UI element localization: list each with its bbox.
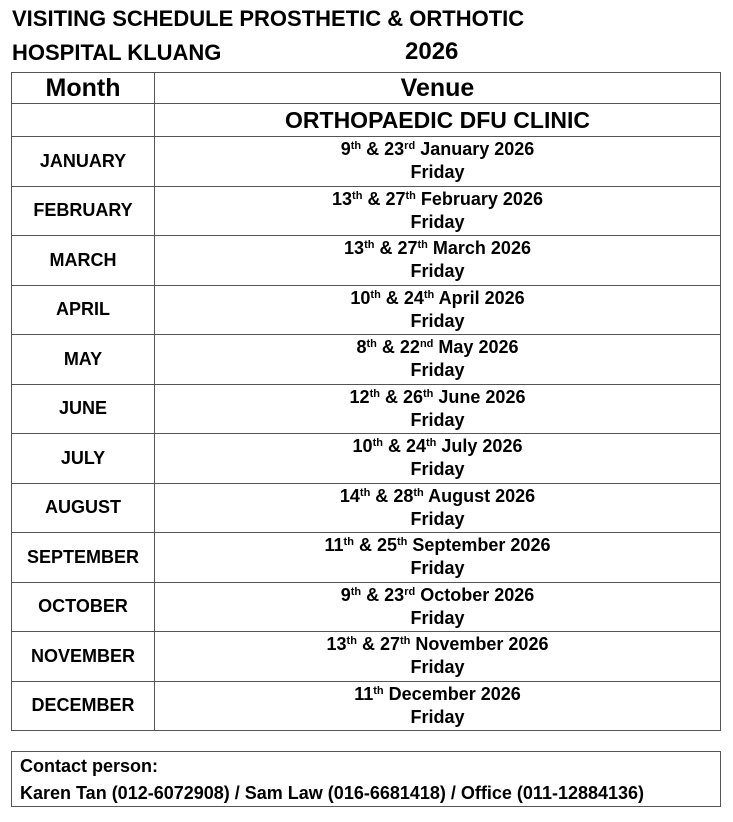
first-date-suffix: th [364, 239, 375, 252]
contact-details: Karen Tan (012-6072908) / Sam Law (016-6681418) / Office (011-12884136) [20, 783, 645, 803]
visit-weekday: Friday [410, 508, 465, 529]
first-date-number: 9 [340, 139, 351, 160]
month-cell: JULY [12, 434, 155, 484]
second-date-number: 27 [385, 188, 406, 209]
table-header-row [12, 73, 721, 104]
visit-month-year: August 2026 [428, 485, 536, 506]
month-cell: AUGUST [12, 483, 155, 533]
visit-weekday: Friday [410, 409, 465, 430]
visit-weekday: Friday [410, 261, 465, 282]
month-cell: SEPTEMBER [12, 533, 155, 583]
visit-dates: 10th & 24th April 2026 [350, 287, 525, 308]
month-cell: DECEMBER [12, 681, 155, 731]
visit-month-year: October 2026 [420, 584, 535, 605]
first-date-number: 10 [350, 287, 371, 308]
first-date-suffix: th [343, 536, 354, 549]
visit-weekday: Friday [410, 657, 465, 678]
venue-cell [155, 483, 721, 533]
month-cell: MAY [12, 335, 155, 385]
first-date-suffix: th [346, 635, 357, 648]
venue-cell [155, 384, 721, 434]
second-date-suffix: th [417, 239, 428, 252]
table-row [12, 285, 721, 335]
clinic-name: ORTHOPAEDIC DFU CLINIC [155, 104, 721, 137]
visit-dates: 14th & 28th August 2026 [339, 485, 536, 506]
first-date-number: 10 [352, 436, 373, 457]
title-line-1: VISITING SCHEDULE PROSTHETIC & ORTHOTIC [12, 6, 525, 31]
month-cell: OCTOBER [12, 582, 155, 632]
visit-weekday: Friday [410, 360, 465, 381]
visit-weekday: Friday [410, 459, 465, 480]
venue-cell [155, 186, 721, 236]
table-row [12, 483, 721, 533]
second-date-suffix: th [413, 486, 424, 499]
second-date-number: 27 [397, 238, 418, 259]
visit-dates: 9th & 23rd January 2026 [340, 139, 535, 160]
first-date-number: 12 [349, 386, 370, 407]
second-date-number: 28 [393, 485, 414, 506]
table-row [12, 384, 721, 434]
venue-cell [155, 582, 721, 632]
contact-label: Contact person: [20, 756, 159, 776]
second-date-number: 22 [399, 337, 420, 358]
second-date-number: 23 [384, 139, 405, 160]
table-row [12, 582, 721, 632]
contact-box [11, 751, 721, 807]
visit-dates: 12th & 26th June 2026 [349, 386, 526, 407]
month-cell: JUNE [12, 384, 155, 434]
first-date-suffix: th [370, 288, 381, 301]
first-date-suffix: th [373, 684, 384, 697]
visit-month-year: September 2026 [412, 535, 551, 556]
visit-month-year: July 2026 [441, 436, 523, 457]
visit-weekday: Friday [410, 558, 465, 579]
venue-cell [155, 632, 721, 682]
first-date-suffix: th [369, 387, 380, 400]
visit-month-year: November 2026 [415, 634, 549, 655]
first-date-number: 9 [340, 584, 351, 605]
second-date-suffix: th [396, 536, 408, 549]
first-date-number: 8 [356, 337, 367, 358]
first-date-number: 13 [344, 238, 365, 259]
visit-weekday: Friday [410, 310, 465, 331]
visit-month-year: January 2026 [420, 139, 535, 160]
visit-dates [155, 683, 720, 706]
title-year: 2026 [405, 38, 459, 65]
table-row [12, 533, 721, 583]
visit-dates: 13th & 27th February 2026 [332, 188, 543, 209]
visit-dates: 13th & 27th March 2026 [344, 238, 531, 259]
venue-cell [155, 681, 721, 731]
title-line-2: HOSPITAL KLUANG [12, 40, 222, 65]
second-date-number: 25 [376, 535, 397, 556]
visit-weekday: Friday [410, 162, 465, 183]
venue-cell [155, 236, 721, 286]
second-date-number: 27 [379, 634, 400, 655]
month-cell: APRIL [12, 285, 155, 335]
venue-cell [155, 285, 721, 335]
first-date-suffix: th [359, 486, 371, 499]
first-date-suffix: th [352, 189, 363, 202]
table-row [12, 335, 721, 385]
column-header-venue: Venue [155, 73, 721, 104]
second-date-number: 24 [405, 436, 426, 457]
first-date-suffix: th [372, 437, 383, 450]
table-row [12, 236, 721, 286]
second-date-number: 23 [384, 584, 405, 605]
second-date-suffix: th [423, 387, 434, 400]
first-date-number: 14 [339, 485, 360, 506]
visit-month-year: March 2026 [432, 238, 531, 259]
month-cell: JANUARY [12, 137, 155, 187]
second-date-number: 24 [403, 287, 424, 308]
venue-cell [155, 137, 721, 187]
second-date-suffix: th [423, 288, 435, 301]
clinic-row [12, 104, 721, 137]
first-date-number: 11 [324, 535, 344, 556]
first-date-suffix: th [366, 338, 377, 351]
second-date-suffix: rd [404, 585, 416, 598]
table-row [12, 137, 721, 187]
visit-month-year: February 2026 [420, 188, 543, 209]
month-cell: NOVEMBER [12, 632, 155, 682]
month-cell: MARCH [12, 236, 155, 286]
table-row [12, 186, 721, 236]
visit-month-year: December 2026 [388, 683, 521, 704]
second-date-suffix: rd [404, 140, 416, 153]
visit-dates: 10th & 24th July 2026 [352, 436, 523, 457]
first-date-number: 13 [332, 188, 353, 209]
schedule-table [11, 72, 721, 731]
second-date-suffix: nd [419, 338, 434, 351]
visit-month-year: May 2026 [438, 337, 519, 358]
venue-cell [155, 533, 721, 583]
visit-month-year: June 2026 [438, 386, 526, 407]
table-row [12, 681, 721, 731]
visit-weekday: Friday [410, 211, 465, 232]
clinic-row-empty-cell [12, 104, 155, 137]
first-date-number: 13 [326, 634, 347, 655]
column-header-month: Month [12, 73, 155, 104]
visit-weekday: Friday [410, 607, 465, 628]
visit-dates: 9th & 23rd October 2026 [340, 584, 535, 605]
second-date-suffix: th [399, 635, 411, 648]
first-date-number: 11 [354, 683, 374, 704]
visit-month-year: April 2026 [438, 287, 525, 308]
month-cell: FEBRUARY [12, 186, 155, 236]
second-date-suffix: th [405, 189, 416, 202]
table-row [12, 434, 721, 484]
second-date-suffix: th [426, 437, 437, 450]
visit-weekday: Friday [410, 706, 465, 727]
venue-cell [155, 335, 721, 385]
visit-dates: 13th & 27th November 2026 [326, 634, 549, 655]
second-date-number: 26 [402, 386, 423, 407]
table-row [12, 632, 721, 682]
visit-dates: 8th & 22nd May 2026 [356, 337, 519, 358]
venue-cell [155, 434, 721, 484]
visit-dates: 11th & 25th September 2026 [324, 535, 551, 556]
first-date-suffix: th [350, 140, 362, 153]
first-date-suffix: th [350, 585, 362, 598]
